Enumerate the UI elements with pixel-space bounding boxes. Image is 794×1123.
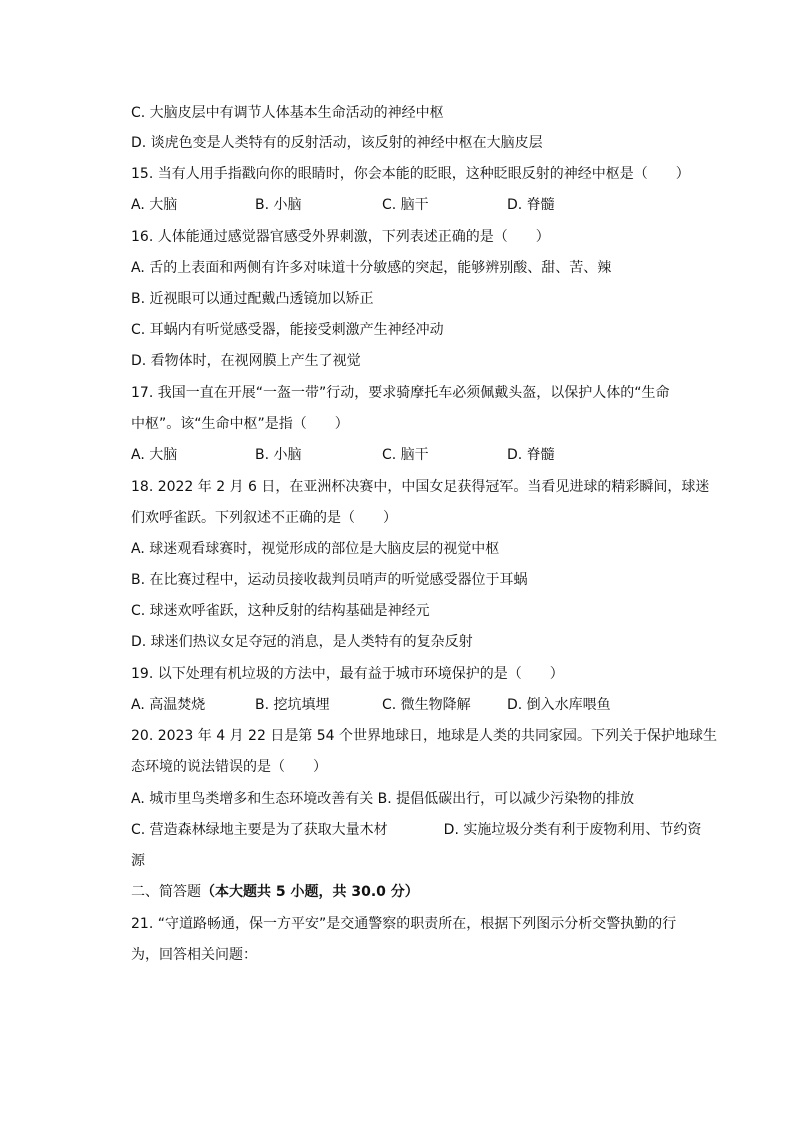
question-17-line2: 中枢”。该“生命中枢”是指（ ） xyxy=(131,416,349,432)
q19-option-d: D. 倒入水库喂鱼 xyxy=(507,697,611,713)
q20-options-cd: C. 营造森林绿地主要是为了获取大量木材 D. 实施垃圾分类有利于废物利用、节约资 xyxy=(131,822,702,838)
question-21-line1: 21. “守道路畅通，保一方平安”是交通警察的职责所在，根据下列图示分析交警执勤的行 xyxy=(131,916,677,932)
q16-option-c: C. 耳蜗内有听觉感受器，能接受刺激产生神经冲动 xyxy=(131,322,444,338)
q15-option-d: D. 脊髓 xyxy=(507,197,555,213)
q15-option-b: B. 小脑 xyxy=(255,197,302,213)
question-18-line1: 18. 2022 年 2 月 6 日，在亚洲杯决赛中，中国女足获得冠军。当看见进球的精彩瞬间，球迷 xyxy=(131,479,710,495)
question-21-line2: 为，回答相关问题： xyxy=(131,947,257,963)
q19-option-c: C. 微生物降解 xyxy=(382,697,471,713)
q17-option-c: C. 脑干 xyxy=(382,447,429,463)
q17-option-b: B. 小脑 xyxy=(255,447,302,463)
q15-option-c: C. 脑干 xyxy=(382,197,429,213)
question-18-line2: 们欢呼雀跃。下列叙述不正确的是（ ） xyxy=(131,510,397,526)
q18-option-b: B. 在比赛过程中，运动员接收裁判员哨声的听觉感受器位于耳蜗 xyxy=(131,572,528,588)
question-15: 15. 当有人用手指戳向你的眼睛时，你会本能的眨眼，这种眨眼反射的神经中枢是（ ） xyxy=(131,166,690,182)
q16-option-b: B. 近视眼可以通过配戴凸透镜加以矫正 xyxy=(131,291,374,307)
question-20-line2: 态环境的说法错误的是（ ） xyxy=(131,759,327,775)
q17-option-a: A. 大脑 xyxy=(131,447,178,463)
section-heading xyxy=(131,882,419,902)
question-17-line1: 17. 我国一直在开展“一盔一带”行动，要求骑摩托车必须佩戴头盔，以保护人体的“生命 xyxy=(131,385,670,401)
question-20-line1: 20. 2023 年 4 月 22 日是第 54 个世界地球日，地球是人类的共同家园。下列关于保护地球生 xyxy=(131,728,718,744)
q20-options-ab: A. 城市里鸟类增多和生态环境改善有关 B. 提倡低碳出行，可以减少污染物的排放 xyxy=(131,791,635,807)
q14-option-c: C. 大脑皮层中有调节人体基本生命活动的神经中枢 xyxy=(131,105,444,121)
q19-option-a: A. 高温焚烧 xyxy=(131,697,206,713)
q14-option-d: D. 谈虎色变是人类特有的反射活动，该反射的神经中枢在大脑皮层 xyxy=(131,135,543,151)
question-16: 16. 人体能通过感觉器官感受外界刺激，下列表述正确的是（ ） xyxy=(131,229,550,245)
q19-option-b: B. 挖坑填埋 xyxy=(255,697,330,713)
q17-option-d: D. 脊髓 xyxy=(507,447,555,463)
section-note: （本大题共 5 小题，共 30.0 分） xyxy=(201,884,419,900)
section-title: 二、简答题 xyxy=(131,884,201,900)
q16-option-a: A. 舌的上表面和两侧有许多对味道十分敏感的突起，能够辨别酸、甜、苦、辣 xyxy=(131,260,612,276)
q16-option-d: D. 看物体时，在视网膜上产生了视觉 xyxy=(131,353,361,369)
q15-option-a: A. 大脑 xyxy=(131,197,178,213)
question-19: 19. 以下处理有机垃圾的方法中，最有益于城市环境保护的是（ ） xyxy=(131,666,564,682)
q20-options-cd-cont: 源 xyxy=(131,853,145,869)
q18-option-a: A. 球迷观看球赛时，视觉形成的部位是大脑皮层的视觉中枢 xyxy=(131,541,500,557)
q18-option-d: D. 球迷们热议女足夺冠的消息，是人类特有的复杂反射 xyxy=(131,634,473,650)
q18-option-c: C. 球迷欢呼雀跃，这种反射的结构基础是神经元 xyxy=(131,603,430,619)
